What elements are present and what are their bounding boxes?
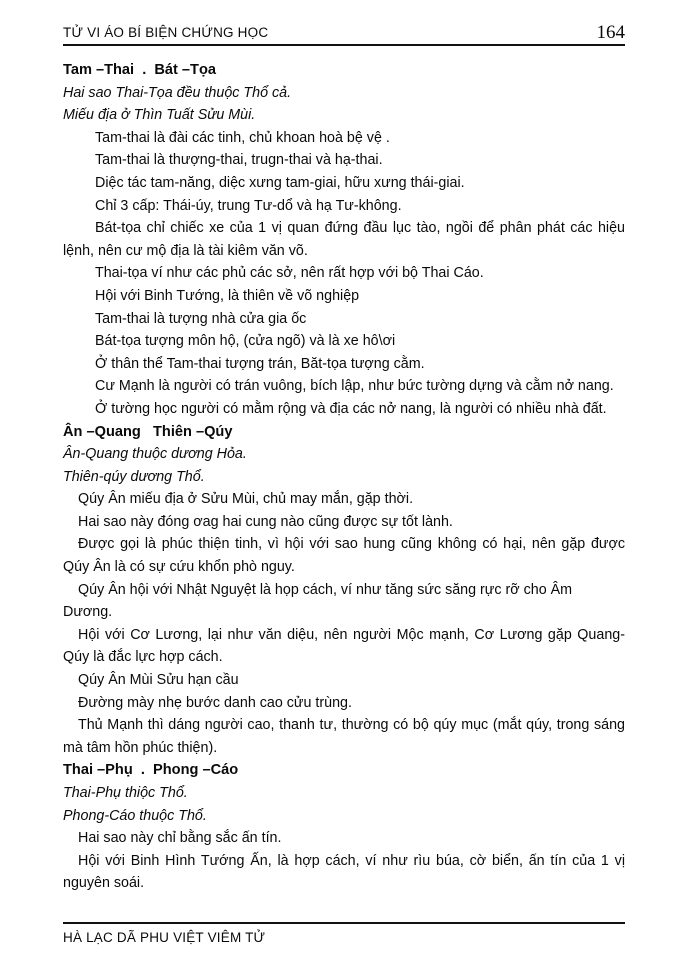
footer-text: HÀ LẠC DÃ PHU VIỆT VIÊM TỬ [63,930,266,945]
epigraph: Ân-Quang thuộc dương Hỏa. [63,446,247,463]
epigraph: Thai-Phụ thiộc Thổ. [63,785,188,801]
paragraph: Bát-tọa tượng môn hộ, (cửa ngõ) và là xe hô\ơi [95,333,396,350]
running-head: TỬ VI ÁO BÍ BIỆN CHỨNG HỌC [63,25,269,40]
paragraph: Bát-tọa chỉ chiếc xe của 1 vị quan đứng đầu lục tào, ngồi để phân phát các hiệu lệnh, nên cư mộ địa là tài kiêm văn võ. [63,220,625,259]
epigraph: Hai sao Thai-Tọa đều thuộc Thổ cả. [63,84,292,101]
paragraph: Hội với Binh Hình Tướng Ấn, là hợp cách, ví như rìu búa, cờ biển, ấn tín của 1 vị nguyên soái. [63,852,625,892]
paragraph: Qúy Ân hội với Nhật Nguyệt là họp cách, ví như tăng sức săng rực rỡ cho Âm Dương. [63,581,573,621]
paragraph: Tam-thai là thượng-thai, trugn-thai và hạ-thai. [95,152,383,169]
paragraph: Hai sao này đóng ơag hai cung nào cũng được sự tốt lành. [78,513,453,530]
paragraph: Diệc tác tam-năng, diệc xưng tam-giai, hữu xưng thái-giai. [95,174,465,191]
paragraph: Tam-thai là tượng nhà cửa gia ốc [95,310,307,327]
section-heading-an-quang-thien-quy: Ân –Quang Thiên –Qúy [63,423,233,440]
paragraph: Ở thân thể Tam-thai tượng trán, Băt-tọa tượng cằm. [95,355,425,372]
section-heading-thai-phu-phong-cao: Thai –Phụ . Phong –Cáo [63,762,239,779]
paragraph: Hội với Binh Tướng, là thiên về võ nghiệp [95,287,360,304]
paragraph: Được gọi là phúc thiện tinh, vì hội với sao hung cũng không có hại, nên gặp được Qúy Ân là có sự cứu khổn phò nguy. [63,536,625,576]
page-header [63,22,625,46]
paragraph: Thủ Mạnh thì dáng người cao, thanh tư, thường có bộ qúy mục (mắt qúy, trong sáng mà tâm hồn phúc thiện). [63,717,625,756]
paragraph: Ở tường học người có mằm rộng và địa các nở nang, là người có nhiều nhà đất. [95,400,607,417]
paragraph: Qúy Ân Mùi Sửu hạn cầu [78,672,239,689]
page-number: 164 [596,22,625,43]
epigraph: Miếu địa ở Thìn Tuất Sửu Mùi. [63,107,256,124]
paragraph: Đường mày nhẹ bước danh cao cửu trùng. [78,694,352,711]
paragraph: Hội với Cơ Lương, lại như văn diệu, nên người Mộc mạnh, Cơ Lương gặp Quang-Qúy là đắc lực hợp cách. [63,626,625,666]
paragraph: Cư Mạnh là người có trán vuông, bích lập, như bức tường dựng và cằm nở nang. [95,378,614,395]
paragraph: Qúy Ân miếu địa ở Sửu Mùi, chủ may mắn, gặp thời. [78,491,414,508]
paragraph: Thai-tọa ví như các phủ các sở, nên rất hợp với bộ Thai Cáo. [95,265,484,282]
page-footer [63,922,625,945]
section-heading-tam-thai-bat-toa: Tam –Thai . Bát –Tọa [63,62,216,78]
paragraph: Tam-thai là đài các tinh, chủ khoan hoà bệ vệ . [95,129,390,146]
epigraph: Phong-Cáo thuộc Thổ. [63,807,207,824]
paragraph: Hai sao này chỉ bằng sắc ấn tín. [78,830,282,847]
page-body [63,59,625,895]
epigraph: Thiên-qúy dương Thổ. [63,468,205,485]
paragraph: Chỉ 3 cấp: Thái-úy, trung Tư-dổ và hạ Tư-không. [95,197,402,214]
